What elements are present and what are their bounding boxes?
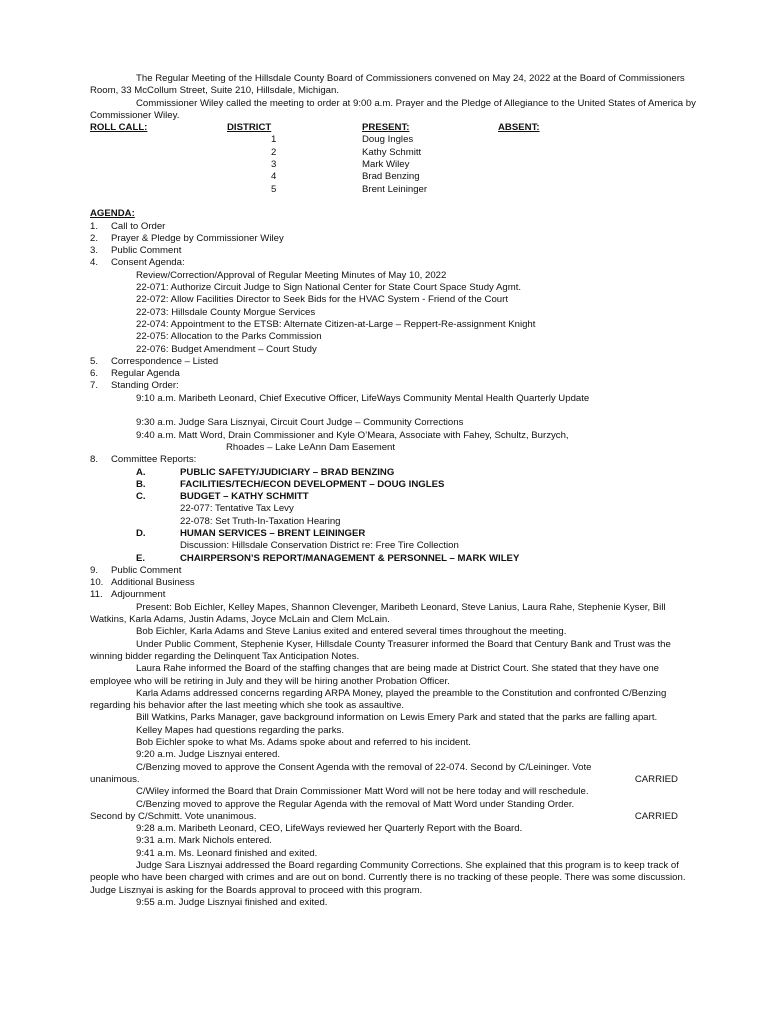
district-number: 4 bbox=[271, 171, 277, 183]
minutes-paragraph: C/Wiley informed the Board that Drain Commissioner Matt Word will not be here today and will reschedule. bbox=[136, 786, 589, 798]
minutes-paragraph: Judge Sara Lisznyai addressed the Board regarding Community Corrections. She explained that this program is to keep track of people who have been charged with crimes and are out on bond. Currently there is no tracking of these people. There was some discussion. Judge Lisznyai is asking for the Boards approval to proceed with this program. bbox=[90, 860, 686, 896]
commissioner-name: Mark Wiley bbox=[362, 159, 410, 171]
agenda-item: 10. Additional Business bbox=[90, 577, 195, 589]
roll-call-header bbox=[90, 122, 696, 134]
committee-subitem: 22-078: Set Truth-In-Taxation Hearing bbox=[180, 515, 341, 527]
minutes-paragraph: 9:20 a.m. Judge Lisznyai entered. bbox=[136, 749, 280, 761]
district-label: DISTRICT bbox=[227, 122, 272, 134]
present-label: PRESENT: bbox=[362, 122, 410, 134]
minutes-paragraph: 9:55 a.m. Judge Lisznyai finished and exited. bbox=[136, 896, 328, 908]
commissioner-name: Kathy Schmitt bbox=[362, 146, 422, 158]
minutes-paragraph: Bill Watkins, Parks Manager, gave background information on Lewis Emery Park and stated that the parks are falling apart. bbox=[136, 712, 658, 724]
district-number: 1 bbox=[271, 134, 277, 146]
motion-paragraph: C/Benzing moved to approve the Regular Agenda with the removal of Matt Word under Standing Order. bbox=[136, 798, 575, 810]
roll-row bbox=[90, 184, 696, 196]
agenda-item: 8. Committee Reports: bbox=[90, 454, 197, 466]
minutes-paragraph: Laura Rahe informed the Board of the staffing changes that are being made at District Court. She stated that they have one employee who will be retiring in July and they will be hiring another Probation Officer. bbox=[90, 663, 660, 687]
district-number: 3 bbox=[271, 159, 277, 171]
consent-item: 22-071: Authorize Circuit Judge to Sign National Center for State Court Space Study Agmt. bbox=[136, 282, 522, 294]
minutes-paragraph: Kelley Mapes had questions regarding the parks. bbox=[136, 724, 344, 736]
commissioner-name: Brent Leininger bbox=[362, 183, 428, 195]
commissioner-name: Brad Benzing bbox=[362, 171, 420, 183]
minutes-paragraph: Bob Eichler, Karla Adams and Steve Lanius exited and entered several times throughout the meeting. bbox=[136, 626, 567, 638]
agenda-item: 1. Call to Order bbox=[90, 220, 166, 232]
roll-row bbox=[90, 134, 696, 146]
agenda-item: 6. Regular Agenda bbox=[90, 368, 180, 380]
motion-continuation: unanimous. bbox=[90, 773, 140, 785]
roll-call-label: ROLL CALL: bbox=[90, 122, 148, 134]
commissioner-name: Doug Ingles bbox=[362, 134, 414, 146]
committee-report: E. CHAIRPERSON’S REPORT/MANAGEMENT & PERSONNEL – MARK WILEY bbox=[136, 552, 520, 564]
roll-row bbox=[90, 159, 696, 171]
standing-order-continuation: Rhoades – Lake LeAnn Dam Easement bbox=[226, 441, 396, 453]
minutes-paragraph: Karla Adams addressed concerns regarding ARPA Money, played the preamble to the Constitution and confronted C/Benzing regarding his behavior after the last meeting which she took as assaultive. bbox=[90, 687, 667, 712]
agenda-item: 5. Correspondence – Listed bbox=[90, 355, 219, 367]
minutes-paragraph: 9:31 a.m. Mark Nichols entered. bbox=[136, 835, 272, 847]
standing-order-item: 9:30 a.m. Judge Sara Lisznyai, Circuit Court Judge – Community Corrections bbox=[136, 417, 464, 429]
committee-report: A. PUBLIC SAFETY/JUDICIARY – BRAD BENZING bbox=[136, 466, 395, 478]
consent-item: 22-073: Hillsdale County Morgue Services bbox=[136, 306, 316, 318]
call-to-order-paragraph: Commissioner Wiley called the meeting to order at 9:00 a.m. Prayer and the Pledge of Allegiance to the United States of America by Commissioner Wiley. bbox=[90, 97, 696, 121]
motion-continuation: Second by C/Schmitt. Vote unanimous. bbox=[90, 810, 257, 822]
committee-report: B. FACILITIES/TECH/ECON DEVELOPMENT – DOUG INGLES bbox=[136, 478, 445, 490]
district-number: 5 bbox=[271, 183, 277, 195]
agenda-title: AGENDA: bbox=[90, 208, 135, 220]
minutes-paragraph: 9:28 a.m. Maribeth Leonard, CEO, LifeWays reviewed her Quarterly Report with the Board. bbox=[136, 823, 523, 835]
committee-report: D. HUMAN SERVICES – BRENT LEININGER bbox=[136, 527, 366, 539]
standing-order-item: 9:10 a.m. Maribeth Leonard, Chief Executive Officer, LifeWays Community Mental Health Quarterly Update bbox=[136, 392, 590, 404]
motion-result-line bbox=[90, 811, 696, 823]
minutes-paragraph: Under Public Comment, Stephenie Kyser, Hillsdale County Treasurer informed the Board that Century Bank and Trust was the winning bidder regarding the Delinquent Tax Anticipation Notes. bbox=[90, 638, 671, 662]
consent-item: Review/Correction/Approval of Regular Meeting Minutes of May 10, 2022 bbox=[136, 269, 447, 281]
absent-label: ABSENT: bbox=[498, 122, 540, 134]
consent-item: 22-075: Allocation to the Parks Commission bbox=[136, 331, 322, 343]
committee-subitem: Discussion: Hillsdale Conservation District re: Free Tire Collection bbox=[180, 540, 459, 552]
agenda-item: 9. Public Comment bbox=[90, 564, 182, 576]
consent-item: 22-074: Appointment to the ETSB: Alternate Citizen-at-Large – Reppert-Re-assignment Knight bbox=[136, 318, 536, 330]
consent-item: 22-072: Allow Facilities Director to Seek Bids for the HVAC System - Friend of the Court bbox=[136, 294, 508, 306]
agenda-item: 7. Standing Order: bbox=[90, 380, 179, 392]
agenda-item: 4. Consent Agenda: bbox=[90, 257, 185, 269]
roll-row bbox=[90, 147, 696, 159]
intro-paragraph: The Regular Meeting of the Hillsdale County Board of Commissioners convened on May 24, 2022 at the Board of Commissioners Room, 33 McCollum Street, Suite 210, Hillsdale, Michigan. bbox=[90, 73, 685, 97]
committee-subitem: 22-077: Tentative Tax Levy bbox=[180, 503, 294, 515]
minutes-paragraph: Present: Bob Eichler, Kelley Mapes, Shannon Clevenger, Maribeth Leonard, Steve Lanius, Laura Rahe, Stephenie Kyser, Bill Watkins, Karla Adams, Justin Adams, Joyce McLain and Clem McLain. bbox=[90, 601, 666, 626]
roll-row bbox=[90, 171, 696, 183]
minutes-page bbox=[90, 73, 696, 909]
carried-label: CARRIED bbox=[634, 773, 678, 785]
agenda-item: 3. Public Comment bbox=[90, 245, 182, 257]
carried-label: CARRIED bbox=[634, 810, 678, 822]
motion-paragraph: C/Benzing moved to approve the Consent Agenda with the removal of 22-074. Second by C/Leininger. Vote bbox=[136, 761, 592, 773]
consent-item: 22-076: Budget Amendment – Court Study bbox=[136, 343, 317, 355]
motion-result-line bbox=[90, 774, 696, 786]
committee-report: C. BUDGET – KATHY SCHMITT bbox=[136, 491, 309, 503]
district-number: 2 bbox=[271, 146, 277, 158]
minutes-paragraph: Bob Eichler spoke to what Ms. Adams spoke about and referred to his incident. bbox=[136, 737, 471, 749]
agenda-item: 2. Prayer & Pledge by Commissioner Wiley bbox=[90, 232, 284, 244]
minutes-paragraph: 9:41 a.m. Ms. Leonard finished and exited. bbox=[136, 847, 318, 859]
standing-order-item: 9:40 a.m. Matt Word, Drain Commissioner and Kyle O’Meara, Associate with Fahey, Schultz, Burzych, bbox=[136, 429, 569, 441]
agenda-item: 11. Adjournment bbox=[90, 589, 166, 601]
